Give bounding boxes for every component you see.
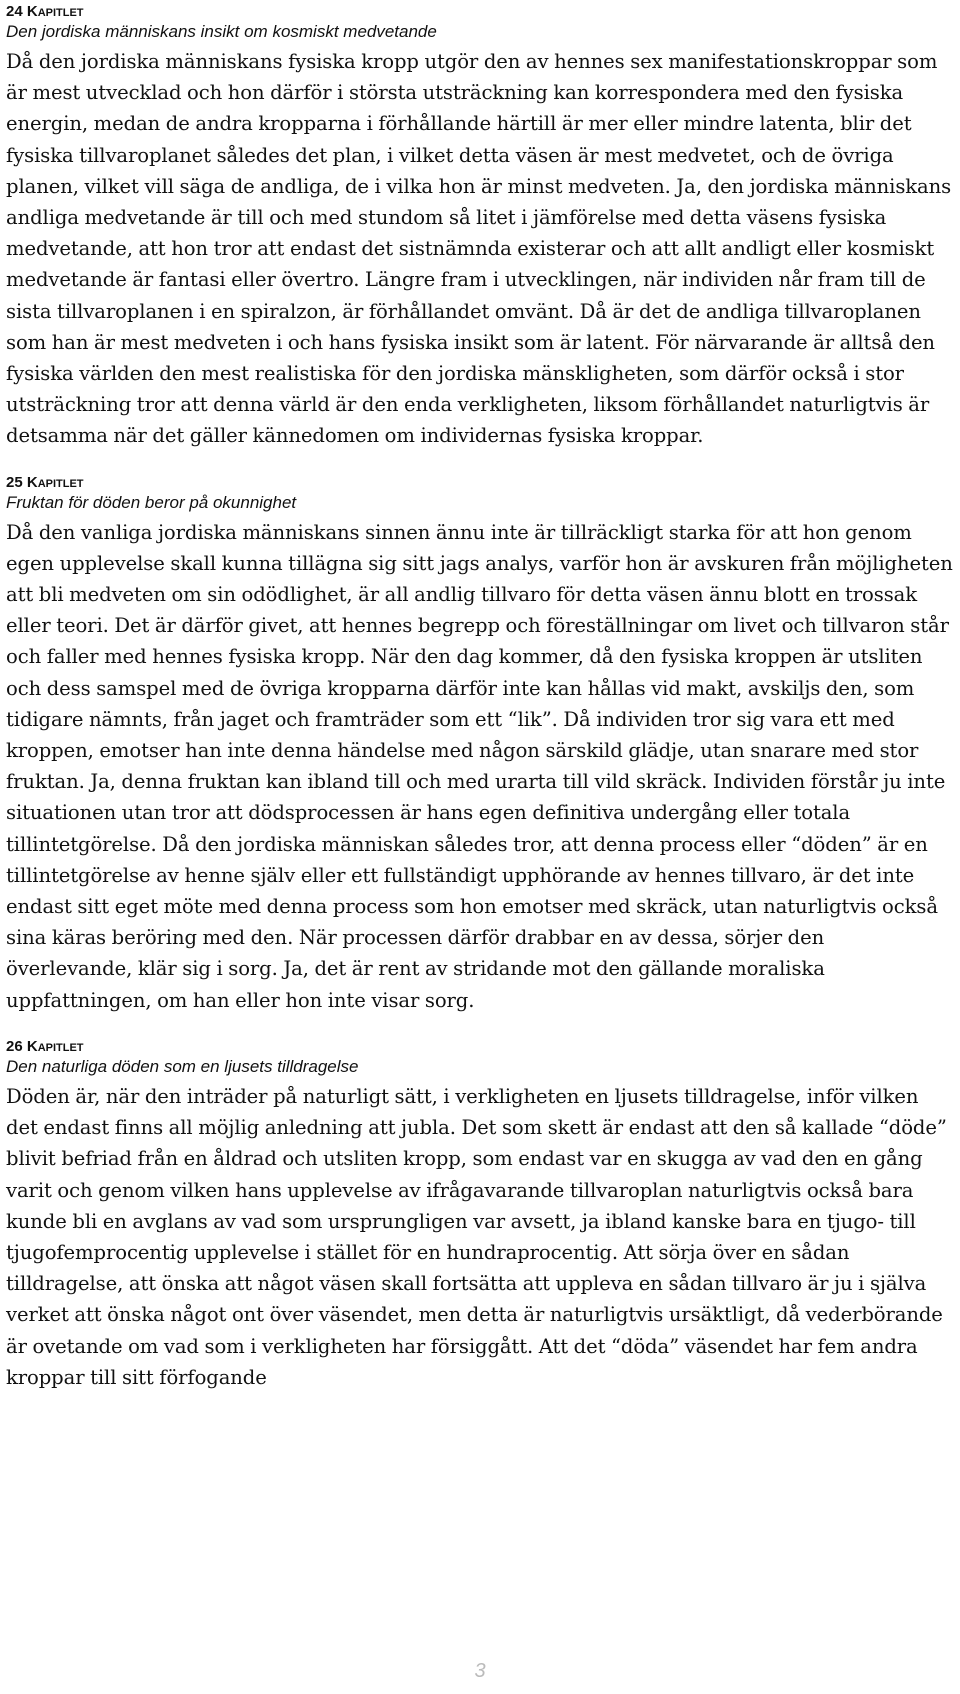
chapter-number: 24 — [6, 3, 23, 20]
chapter-title: Den naturliga döden som en ljusets tilldragelse — [6, 1056, 359, 1076]
section-gap — [6, 452, 954, 471]
chapter-25 — [6, 471, 954, 1016]
chapter-24 — [6, 0, 954, 452]
chapter-number: 26 — [6, 1037, 23, 1055]
chapter-paragraph: Döden är, när den inträder på naturligt sätt, i verkligheten en ljusets tilldragelse, inför vilken det endast finns all möjlig anledning att jubla. Det som skett är endast att den så kallade “döde” blivit befriad från en åldrad och utsliten kropp, som endast var en skugga av vad den en gång varit och genom vilken hans upplevelse av ifrågavarande tillvaroplan naturligtvis också bara kunde bli en avglans av vad som ursprungligen var avsett, ja ibland kanske bara en tjugo- till tjugofemprocentig upplevelse i stället för en hundraprocentig. Att sörja över en sådan tilldragelse, att önska att något väsen skall fortsätta att uppleva en sådan tillvaro är ju i själva verket att önska något ont över väsendet, men detta är naturligtvis ursäktligt, då vederbörande är ovetande om vad som i verkligheten har försiggått. Att det “döda” väsendet har fem andra kroppar till sitt förfogande — [6, 1084, 947, 1389]
chapter-label: Kapitlet — [26, 1037, 84, 1055]
chapter-label: Kapitlet — [26, 3, 84, 20]
chapter-title: Den jordiska människans insikt om kosmiskt medvetande — [6, 22, 437, 41]
chapter-title: Fruktan för döden beror på okunnighet — [6, 492, 297, 512]
chapter-26 — [6, 1035, 954, 1393]
chapter-number: 25 — [6, 473, 23, 491]
chapter-heading — [6, 1035, 954, 1056]
chapter-heading — [6, 0, 954, 21]
chapter-paragraph: Då den jordiska människans fysiska kropp utgör den av hennes sex manifestationskroppar som är mest utvecklad och hon därför i största utsträckning kan korrespondera med den fysiska energin, medan de andra kropparna i förhållande härtill är mer eller mindre latenta, blir det fysiska tillvaroplanet således det plan, i vilket detta väsen är mest medvetet, och de övriga planen, vilket vill säga de andliga, de i vilka hon är minst medveten. Ja, den jordiska människans andliga medvetande är till och med stundom så litet i jämförelse med detta väsens fysiska medvetande, att hon tror att endast det sistnämnda existerar och att allt andligt eller kosmiskt medvetande är fantasi eller övertro. Längre fram i utvecklingen, när individen når fram till de sista tillvaroplanen i en spiralzon, är förhållandet omvänt. Då är det de andliga tillvaroplanen som han är mest medveten i och hans fysiska insikt som är latent. För närvarande är alltså den fysiska världen den mest realistiska för den jordiska mänskligheten, som därför också i stor utsträckning tror att denna värld är den enda verkligheten, liksom förhållandet naturligtvis är detsamma när det gäller kännedomen om individernas fysiska kroppar. — [6, 50, 952, 448]
page-number: 3 — [474, 1660, 486, 1682]
document-page — [6, 0, 954, 1393]
section-gap — [6, 1016, 954, 1035]
chapter-label: Kapitlet — [26, 473, 84, 491]
chapter-paragraph: Då den vanliga jordiska människans sinnen ännu inte är tillräckligt starka för att hon genom egen upplevelse skall kunna tillägna sig sitt jags analys, varför hon är avskuren från möjligheten att bli medveten om sin odödlighet, är all andlig tillvaro för detta väsen ännu blott en trossak eller teori. Det är därför givet, att hennes begrepp och föreställningar om livet och tillvaron står och faller med hennes fysiska kropp. När den dag kommer, då den fysiska kroppen är utsliten och dess samspel med de övriga kropparna därför inte kan hållas vid makt, avskiljs den, som tidigare nämnts, från jaget och framträder som ett “lik”. Då individen tror sig vara ett med kroppen, emotser han inte denna händelse med någon särskild glädje, utan snarare med stor fruktan. Ja, denna fruktan kan ibland till och med urarta till vild skräck. Individen förstår ju inte situationen utan tror att dödsprocessen är hans egen definitiva undergång eller totala tillintetgörelse. Då den jordiska människan således tror, att denna process eller “döden” är en tillintetgörelse av henne själv eller ett fullständigt upphörande av hennes tillvaro, är det inte endast sitt eget möte med denna process som hon emotser med skräck, utan naturligtvis också sina käras beröring med den. När processen därför drabbar en av dessa, sörjer den överlevande, klär sig i sorg. Ja, det är rent av stridande mot den gällande moraliska uppfattningen, om han eller hon inte visar sorg. — [6, 520, 953, 1012]
chapter-heading — [6, 471, 954, 492]
